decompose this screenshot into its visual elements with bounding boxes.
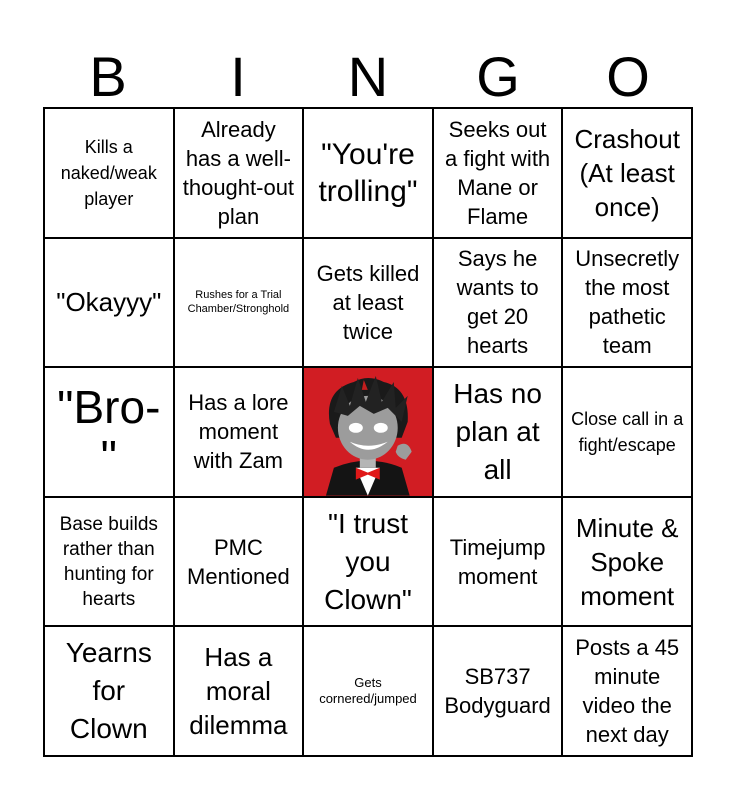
cell-text: Crashout (At least once) (574, 123, 680, 222)
bingo-cell[interactable] (174, 238, 304, 368)
bingo-cell[interactable] (433, 108, 563, 238)
header-letter-n: N (347, 45, 389, 108)
bingo-cell[interactable] (174, 108, 304, 238)
cell-text: Seeks out a fight with Mane or Flame (445, 116, 551, 229)
bingo-cell[interactable] (174, 497, 304, 627)
cell-text: Timejump moment (449, 534, 546, 589)
bingo-cell[interactable] (303, 108, 433, 238)
bingo-cell[interactable] (303, 497, 433, 627)
bingo-cell[interactable] (433, 497, 563, 627)
bingo-cell[interactable] (44, 626, 174, 756)
bingo-cell[interactable] (562, 367, 692, 497)
cell-text: PMC Mentioned (187, 534, 290, 589)
bingo-cell[interactable] (433, 238, 563, 368)
cell-text: "Okayyy" (56, 287, 162, 318)
bingo-cell[interactable] (44, 497, 174, 627)
bingo-cell[interactable] (562, 626, 692, 756)
bingo-header (43, 45, 693, 108)
cell-text: "You're trolling" (318, 137, 418, 208)
bingo-cell[interactable] (44, 238, 174, 368)
cell-text: Already has a well-thought-out plan (182, 116, 295, 229)
cell-text: Gets cornered/jumped (319, 675, 417, 707)
bingo-cell[interactable] (303, 626, 433, 756)
header-letter-b: B (89, 45, 127, 108)
cell-text: Unsecretly the most pathetic team (575, 246, 680, 359)
clown-character-portrait-icon (304, 368, 432, 496)
cell-text: Has a moral dilemma (189, 642, 288, 741)
cell-text: Close call in a fight/escape (571, 408, 684, 455)
cell-text: Base builds rather than hunting for hearts (59, 513, 158, 610)
free-space-cell[interactable] (303, 367, 433, 497)
cell-text: "I trust you Clown" (324, 507, 412, 615)
bingo-cell[interactable] (174, 626, 304, 756)
bingo-cell[interactable] (44, 108, 174, 238)
header-letter-i: I (230, 45, 246, 108)
bingo-grid (43, 107, 693, 757)
bingo-cell[interactable] (562, 108, 692, 238)
header-letter-g: G (476, 45, 520, 108)
bingo-cell[interactable] (174, 367, 304, 497)
bingo-cell[interactable] (44, 367, 174, 497)
cell-text: Minute & Spoke moment (575, 512, 679, 611)
cell-text: Rushes for a Trial Chamber/Stronghold (187, 289, 290, 316)
cell-text: SB737 Bodyguard (444, 664, 551, 719)
cell-text: Yearns for Clown (65, 637, 152, 745)
cell-text: "Bro-" (57, 380, 161, 483)
cell-text: Gets killed at least twice (316, 260, 420, 344)
cell-text: Kills a naked/weak player (60, 136, 157, 209)
bingo-cell[interactable] (562, 238, 692, 368)
bingo-cell[interactable] (433, 367, 563, 497)
cell-text: Posts a 45 minute video the next day (575, 635, 680, 748)
bingo-cell[interactable] (433, 626, 563, 756)
cell-text: Has no plan at all (453, 377, 542, 485)
bingo-cell[interactable] (303, 238, 433, 368)
cell-text: Says he wants to get 20 hearts (456, 246, 539, 359)
header-letter-o: O (606, 45, 650, 108)
bingo-cell[interactable] (562, 497, 692, 627)
cell-text: Has a lore moment with Zam (188, 390, 289, 474)
